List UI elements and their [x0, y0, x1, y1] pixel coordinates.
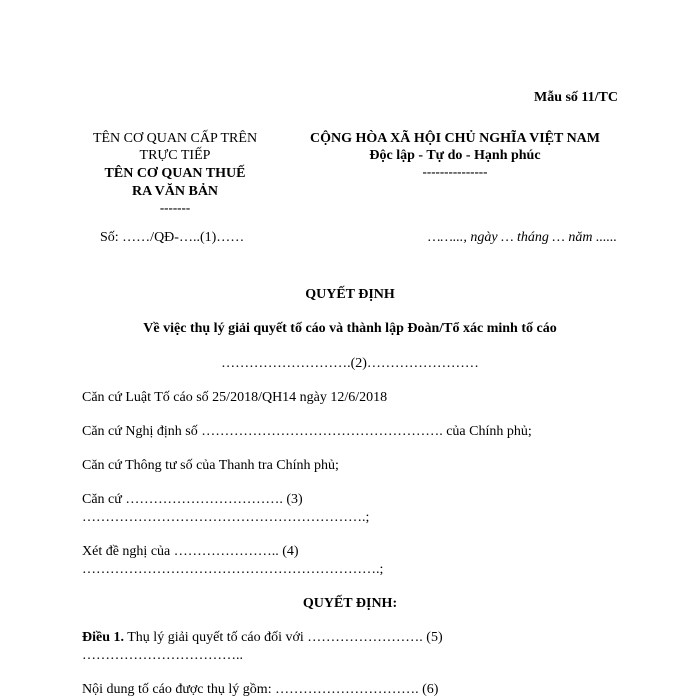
form-number: Mẫu số 11/TC [533, 90, 618, 105]
article-1-text: Thụ lý giải quyết tố cáo đối với ……………………. (5) [124, 630, 443, 645]
document-subtitle: Về việc thụ lý giải quyết tố cáo và thành lập Đoàn/Tổ xác minh tố cáo [143, 321, 557, 336]
article-1-label: Điều 1. [82, 630, 124, 645]
basis-circular: Căn cứ Thông tư số của Thanh tra Chính phủ; [82, 458, 339, 473]
proposal: Xét đề nghị của ………………….. (4) [82, 544, 299, 559]
document-title: QUYẾT ĐỊNH [305, 287, 395, 302]
basis-other: Căn cứ ……………………………. (3) [82, 492, 303, 507]
proposal-cont: ……………………………………………………….; [82, 562, 384, 577]
article-1-cont: …………………………….. [82, 648, 243, 663]
basis-decree: Căn cứ Nghị định số ……………………………………………. của Chính phủ; [82, 424, 532, 439]
document-number: Số: ……/QĐ-…..(1)…… [100, 230, 245, 245]
right-header-divider: --------------- [422, 164, 488, 179]
basis-law: Căn cứ Luật Tố cáo số 25/2018/QH14 ngày 12/6/2018 [82, 390, 388, 405]
article-1 [82, 630, 443, 646]
left-header-divider: ------- [159, 200, 191, 215]
issuing-authority: TÊN CƠ QUAN THUẾ [104, 166, 246, 181]
issuing-authority-parent-cont: TRỰC TIẾP [139, 148, 211, 163]
complaint-content: Nội dung tố cáo được thụ lý gồm: …………………………. (6) [82, 682, 439, 697]
issuing-authority-cont: RA VĂN BẢN [131, 184, 219, 199]
decision-authority: ……………………….(2)…………………… [221, 356, 479, 371]
issuing-authority-parent: TÊN CƠ QUAN CẤP TRÊN [92, 131, 258, 146]
basis-other-cont: …………………………………………………….; [82, 510, 370, 525]
national-motto: Độc lập - Tự do - Hạnh phúc [369, 148, 541, 163]
date-line: ……..., ngày … tháng … năm ...... [427, 230, 617, 245]
decision-heading: QUYẾT ĐỊNH: [302, 596, 398, 611]
national-title: CỘNG HÒA XÃ HỘI CHỦ NGHĨA VIỆT NAM [309, 131, 600, 146]
